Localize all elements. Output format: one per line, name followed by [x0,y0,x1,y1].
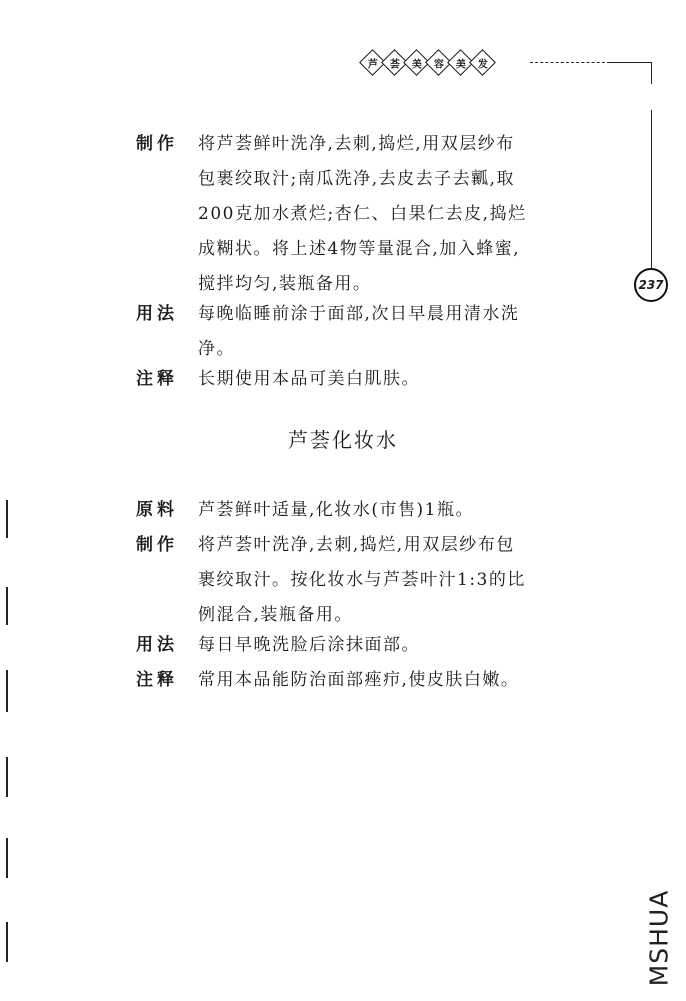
scan-margin-mark [6,670,8,712]
entry-body [198,628,586,663]
entry-body [198,663,586,698]
text-line: 搅拌均匀,装瓶备用。 [198,274,372,294]
text-line: 常用本品能防治面部痤疖,使皮肤白嫩。 [198,670,520,690]
entry-label: 用法 [136,304,178,324]
recipe-title: 芦荟化妆水 [288,428,398,452]
entry-preparation [136,528,586,633]
entry-body [198,127,586,302]
scan-margin-mark [6,922,8,962]
header-char: 美 [455,59,466,70]
header-diamond [470,50,495,75]
header-char: 容 [433,59,444,70]
text-line: 成糊状。将上述4物等量混合,加入蜂蜜, [198,239,521,259]
entry-label: 制作 [136,134,178,154]
header-char: 芦 [367,59,378,70]
text-line: 裹绞取汁。按化妆水与芦荟叶汁1:3的比 [198,570,526,590]
entry-body [198,362,586,397]
entry-body [198,493,586,528]
entry-label: 制作 [136,535,178,555]
running-header [360,50,660,90]
scan-margin-mark [6,757,8,797]
scan-margin-mark [6,838,8,878]
header-char: 发 [477,59,488,70]
page-number-badge [634,268,668,302]
entry-body [198,528,586,633]
text-line: 每晚临睡前涂于面部,次日早晨用清水洗 [198,304,520,324]
entry-preparation [136,127,586,302]
page-number: 237 [638,278,664,292]
entry-usage [136,297,586,367]
header-char: 荟 [389,59,400,70]
watermark [639,880,679,995]
side-rule-upper [651,110,652,268]
header-solid-rule [610,62,652,63]
text-line: 将芦荟鲜叶洗净,去刺,捣烂,用双层纱布 [198,134,515,154]
entry-label: 原料 [136,500,178,520]
entry-usage [136,628,586,663]
watermark-text: MSHUA [644,889,674,986]
text-line: 每日早晚洗脸后涂抹面部。 [198,635,420,655]
entry-label: 注释 [136,369,178,389]
entry-ingredients [136,493,586,528]
entry-notes [136,663,586,698]
text-line: 例混合,装瓶备用。 [198,605,353,625]
text-line: 长期使用本品可美白肌肤。 [198,369,420,389]
header-char: 美 [411,59,422,70]
entry-notes [136,362,586,397]
entry-label: 用法 [136,635,178,655]
text-line: 200克加水煮烂;杏仁、白果仁去皮,捣烂 [198,204,527,224]
side-rule-top-hook [651,62,652,84]
text-line: 将芦荟叶洗净,去刺,捣烂,用双层纱布包 [198,535,515,555]
text-line: 包裹绞取汁;南瓜洗净,去皮去子去瓤,取 [198,169,516,189]
entry-label: 注释 [136,670,178,690]
scan-margin-mark [6,500,8,538]
text-line: 芦荟鲜叶适量,化妆水(市售)1瓶。 [198,500,474,520]
running-title-diamonds [360,50,492,75]
entry-body [198,297,586,367]
header-dashed-rule [530,62,610,63]
text-line: 净。 [198,339,235,359]
scan-margin-mark [6,587,8,625]
